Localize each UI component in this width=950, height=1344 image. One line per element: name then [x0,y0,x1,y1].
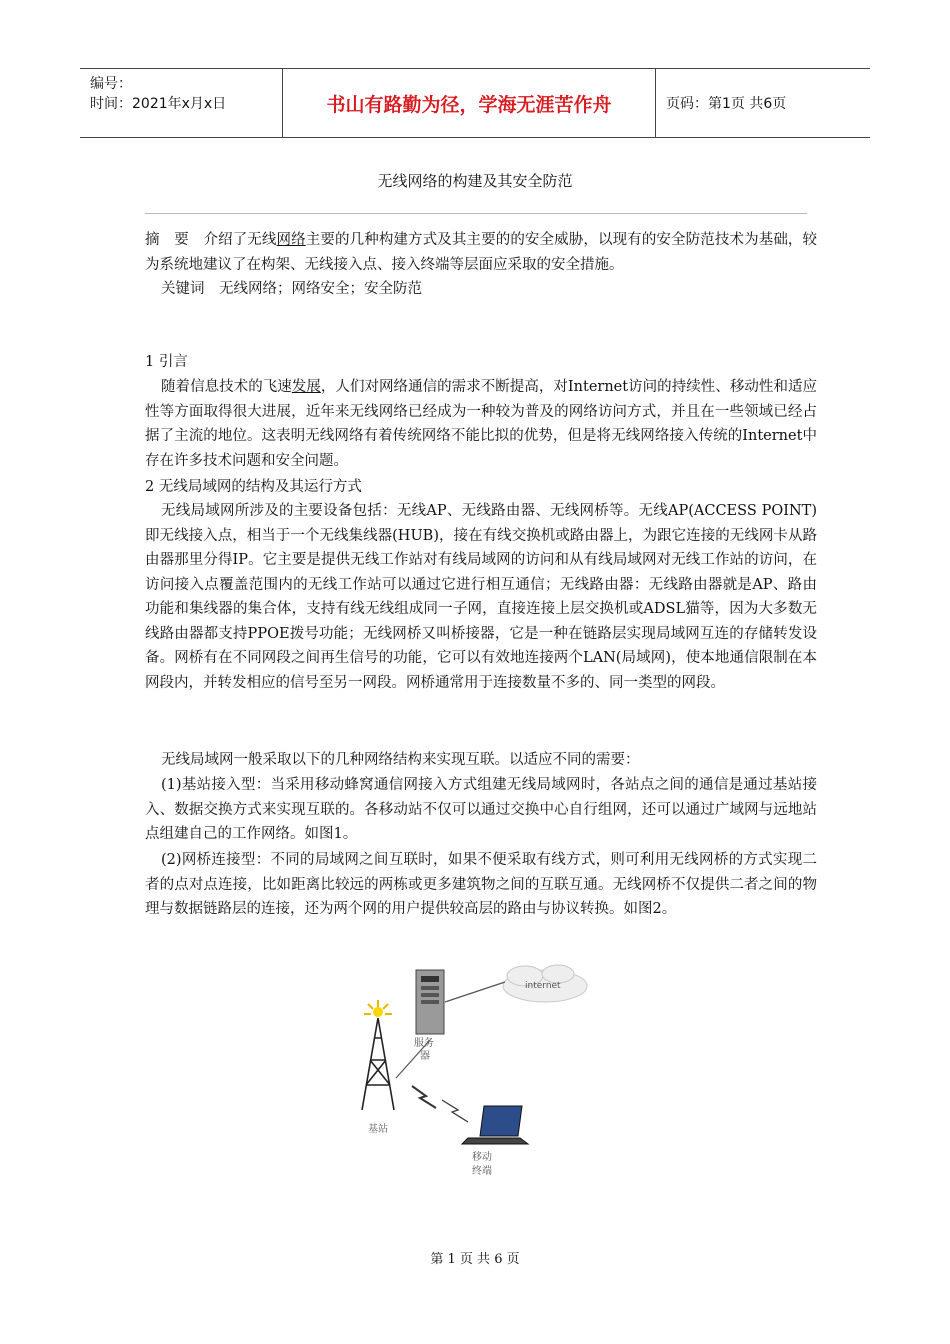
laptop-label-2: 终端 [472,1166,492,1177]
server-label-1: 服务 [414,1038,434,1049]
section1-heading: 1 引言 [145,354,188,370]
section1-link[interactable]: 发展 [291,379,321,395]
tower-label: 基站 [368,1124,388,1135]
abstract-label: 摘 要 [145,232,189,248]
header-table [80,68,870,138]
section2-paragraph-3: (1)基站接入型：当采用移动蜂窝通信网接入方式组建无线局域网时，各站点之间的通信是通过基站接入、数据交换方式来实现互联的。各移动站不仅可以通过交换中心自行组网，还可以通过广域网与远地站点组建自己的工作网络。如图1。 [145,777,817,842]
section2-paragraph-4: (2)网桥连接型：不同的局域网之间互联时，如果不便采取有线方式，则可利用无线网桥的方式实现二者的点对点连接，比如距离比较远的两栋或更多建筑物之间的互联互通。无线网桥不仅提供二者之间的物理与数据链路层的连接，还为两个网的用户提供较高层的路由与协议转换。如图2。 [145,852,817,917]
cloud-label: internet [525,981,561,991]
figure-1-network-diagram [350,960,590,1180]
laptop-label-1: 移动 [472,1152,492,1163]
abstract-text-pre: 介绍了无线 [203,232,277,248]
keywords-label: 关键词 [161,281,205,297]
base-station-tower-icon [362,1000,394,1110]
wireless-signal-line [442,1100,468,1122]
header-left-cell [80,69,283,137]
server-internet-link [445,982,505,1002]
header-number: 编号： [90,76,132,92]
section1-text-pre: 随着信息技术的飞速 [161,379,292,395]
abstract-link[interactable]: 网络 [276,232,306,248]
section2-heading: 2 无线局域网的结构及其运行方式 [145,479,362,495]
abstract-text-post: 主要的几种构建方式及其主要的的安全威胁，以现有的安全防范技术为基础，较为系统地建议了在构架、无线接入点、接入终端等层面应采取的安全措施。 [145,232,818,273]
section2-paragraph-2: 无线局域网一般采取以下的几种网络结构来实现互联。以适应不同的需要： [161,752,640,768]
wireless-signal-icon [412,1086,436,1108]
keywords-text: 无线网络；网络安全；安全防范 [219,281,422,297]
keywords [145,277,817,302]
section1-paragraph [145,375,817,473]
server-icon [416,970,444,1034]
section1-text-post: ，人们对网络通信的需求不断提高，对Internet访问的持续性、移动性和适应性等方面取得很大进展，近年来无线网络已经成为一种较为普及的网络访问方式，并且在一些领域已经占据了主流的地位。这表明无线网络有着传统网络不能比拟的优势，但是将无线网络接入传统的Internet中存在许多技术问题和安全问题。 [145,379,818,469]
abstract [145,228,817,277]
header-time: 时间：2021年x月x日 [90,96,227,112]
laptop-icon [462,1106,528,1144]
header-motto: 书山有路勤为径，学海无涯苦作舟 [283,69,656,137]
section2-paragraph-1: 无线局域网所涉及的主要设备包括：无线AP、无线路由器、无线网桥等。无线AP(ACCESS POINT)即无线接入点，相当于一个无线集线器(HUB)，接在有线交换机或路由器上，为跟它连接的无线网卡从路由器那里分得IP。它主要是提供无线工作站对有线局域网的访问和从有线局域网对无线工作站的访问，在访问接入点覆盖范围内的无线工作站可以通过它进行相互通信；无线路由器：无线路由器就是AP、路由功能和集线器的集合体，支持有线无线组成同一子网，直接连接上层交换机或ADSL猫等，因为大多数无线路由器都支持PPOE拨号功能；无线网桥又叫桥接器，它是一种在链路层实现局域网互连的存储转发设备。网桥有在不同网段之间再生信号的功能，它可以有效地连接两个LAN(局域网)，使本地通信限制在本网段内，并转发相应的信号至另一网段。网桥通常用于连接数量不多的、同一类型的网段。 [145,503,817,691]
title-rule [145,213,807,214]
document-title: 无线网络的构建及其安全防范 [377,172,573,190]
header-page-info: 页码：第1页 共6页 [666,96,787,112]
server-label-2: 器 [420,1051,430,1062]
page-footer: 第 1 页 共 6 页 [430,1252,520,1267]
